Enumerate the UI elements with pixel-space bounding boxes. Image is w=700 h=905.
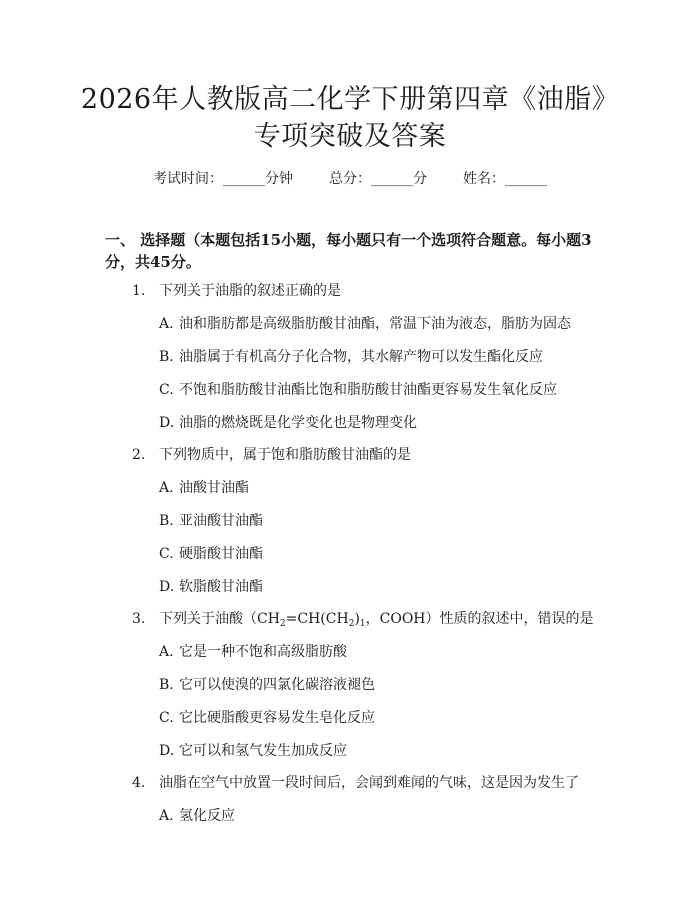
- name-blank: ______: [505, 171, 547, 187]
- option-letter: A.: [159, 808, 174, 824]
- document-title-line-1: 2026年人教版高二化学下册第四章《油脂》: [80, 84, 620, 115]
- time-unit: 分钟: [265, 171, 293, 187]
- option-letter: C.: [159, 382, 174, 398]
- name-label: 姓名：: [463, 171, 505, 187]
- option-text: 油和脂肪都是高级脂肪酸甘油酯，常温下油为液态，脂肪为固态: [179, 316, 571, 332]
- option-letter: D.: [159, 579, 175, 595]
- section-heading: 一、 选择题（本题包括15小题，每小题只有一个选项符合题意。每小题3分，共45分。: [105, 231, 592, 271]
- question-4: [132, 774, 579, 792]
- question-1-option-c: [159, 381, 557, 399]
- question-3-option-b: [159, 676, 375, 694]
- question-number: 4.: [132, 775, 146, 791]
- question-2-option-c: [159, 545, 263, 563]
- option-letter: A.: [159, 644, 174, 660]
- question-2-option-d: [159, 578, 263, 596]
- option-letter: A.: [159, 480, 174, 496]
- option-text: 它可以使溴的四氯化碳溶液褪色: [179, 677, 375, 693]
- option-text: 氢化反应: [179, 808, 235, 824]
- option-text: 油脂属于有机高分子化合物，其水解产物可以发生酯化反应: [179, 349, 543, 365]
- question-text: 下列关于油酸（$CH_2=CH(CH_2)_1$，COOH）性质的叙述中，错误的是: [159, 611, 594, 629]
- exam-info-row: [0, 170, 700, 188]
- option-text: 亚油酸甘油酯: [179, 513, 263, 529]
- time-label: 考试时间：: [153, 171, 223, 187]
- question-3-option-a: [159, 643, 347, 661]
- question-2-option-b: [159, 512, 263, 530]
- option-letter: D.: [159, 415, 175, 431]
- score-unit: 分: [413, 171, 427, 187]
- option-letter: B.: [159, 513, 174, 529]
- question-number: 3.: [132, 611, 146, 627]
- option-text: 软脂酸甘油酯: [179, 579, 263, 595]
- option-letter: D.: [159, 743, 175, 759]
- option-text: 它是一种不饱和高级脂肪酸: [179, 644, 347, 660]
- time-blank: ______: [223, 171, 265, 187]
- question-1-option-a: [159, 315, 571, 333]
- question-2: [132, 446, 411, 464]
- question-text: 下列物质中，属于饱和脂肪酸甘油酯的是: [159, 447, 411, 463]
- option-text: 油酸甘油酯: [179, 480, 249, 496]
- option-text: 硬脂酸甘油酯: [179, 546, 263, 562]
- question-3-option-d: [159, 742, 347, 760]
- option-letter: C.: [159, 546, 174, 562]
- option-text: 它可以和氢气发生加成反应: [179, 743, 347, 759]
- option-text: 不饱和脂肪酸甘油酯比饱和脂肪酸甘油酯更容易发生氧化反应: [179, 382, 557, 398]
- question-1: [132, 282, 341, 300]
- question-text: 下列关于油脂的叙述正确的是: [159, 283, 341, 299]
- question-number: 2.: [132, 447, 146, 463]
- question-3: [132, 610, 594, 628]
- score-label: 总分：: [329, 171, 371, 187]
- option-letter: B.: [159, 677, 174, 693]
- option-letter: B.: [159, 349, 174, 365]
- question-number: 1.: [132, 283, 146, 299]
- option-text: 它比硬脂酸更容易发生皂化反应: [179, 710, 375, 726]
- question-4-option-a: [159, 807, 235, 825]
- question-1-option-d: [159, 414, 417, 432]
- question-text: 油脂在空气中放置一段时间后，会闻到难闻的气味，这是因为发生了: [159, 775, 579, 791]
- document-title-line-2: 专项突破及答案: [253, 121, 447, 152]
- question-1-option-b: [159, 348, 543, 366]
- question-3-option-c: [159, 709, 375, 727]
- question-2-option-a: [159, 479, 249, 497]
- option-letter: C.: [159, 710, 174, 726]
- score-blank: ______: [371, 171, 413, 187]
- option-letter: A.: [159, 316, 174, 332]
- option-text: 油脂的燃烧既是化学变化也是物理变化: [179, 415, 417, 431]
